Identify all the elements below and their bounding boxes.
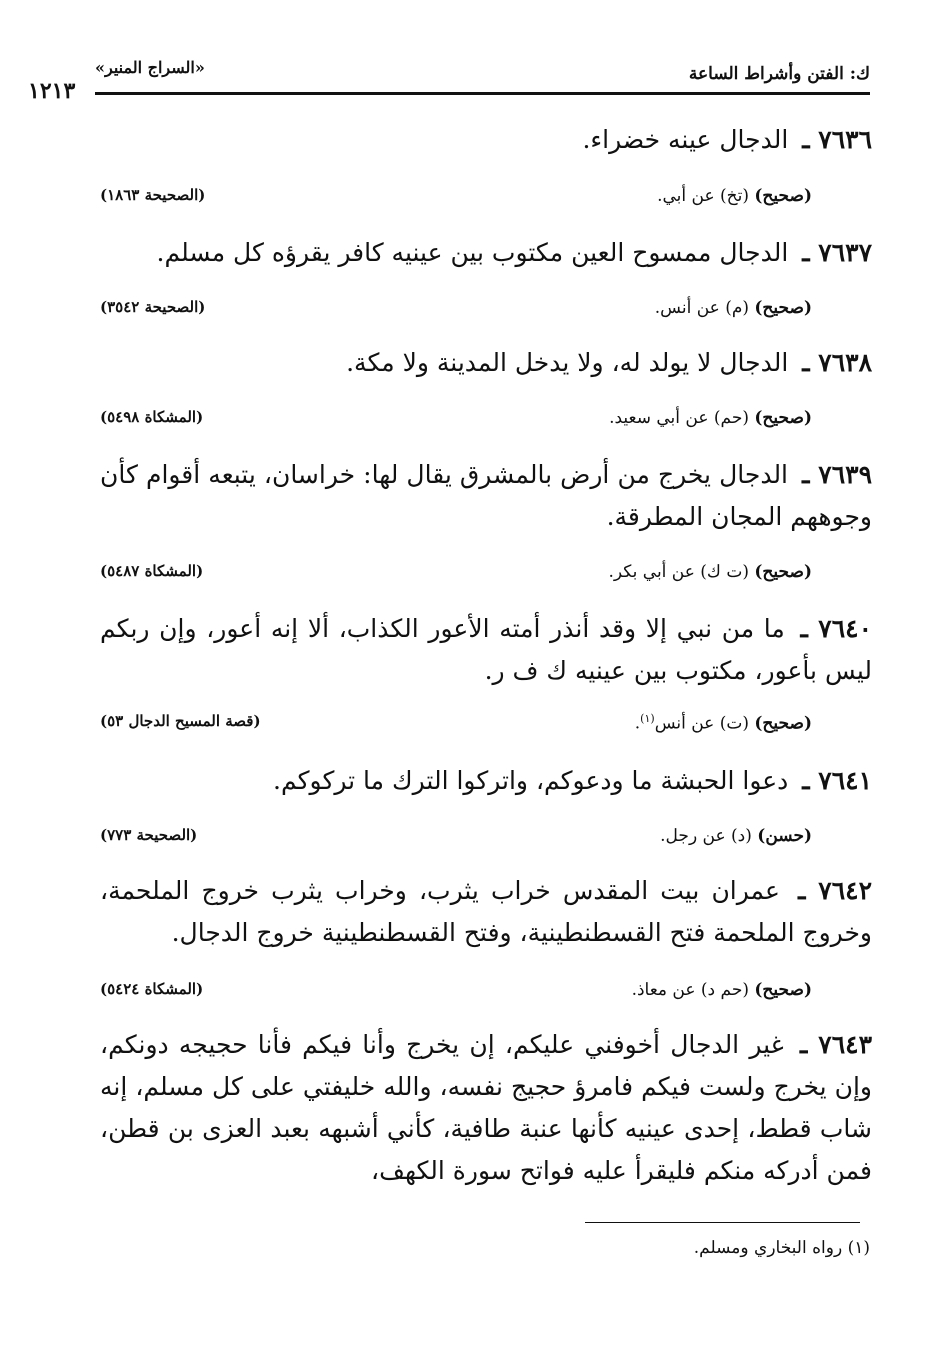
hadith-text: الدجال لا يولد له، ولا يدخل المدينة ولا مكة. [346, 348, 789, 377]
hadith-number: ٧٦٣٨ ـ [802, 348, 872, 377]
header-rule [95, 92, 870, 95]
hadith-number: ٧٦٣٦ ـ [802, 125, 872, 154]
hadith-7642 [100, 870, 872, 954]
grade-line [609, 408, 812, 428]
page-header [95, 52, 870, 100]
hadith-reference [100, 408, 872, 436]
grade-line [660, 826, 812, 846]
grade: (صحيح) [754, 298, 812, 318]
book-title: «السراج المنير» [95, 58, 205, 77]
source: (الصحيحة ٧٧٣) [100, 826, 198, 844]
grade: (صحيح) [754, 713, 812, 734]
hadith-reference [100, 826, 872, 854]
narrator: (حم د) عن معاذ. [631, 980, 749, 1000]
hadith-number: ٧٦٣٩ ـ [802, 460, 872, 489]
hadith-text: عمران بيت المقدس خراب يثرب، وخراب يثرب خروج الملحمة، وخروج الملحمة فتح القسطنطينية، وفتح القسطنطينية خروج الدجال. [100, 876, 872, 947]
grade-line [655, 298, 812, 318]
grade: (حسن) [757, 826, 812, 846]
narrator: (د) عن رجل. [660, 826, 752, 846]
source: (الصحيحة ٣٥٤٢) [100, 298, 206, 316]
hadith-text: الدجال عينه خضراء. [582, 125, 789, 154]
footnote-text: رواه البخاري ومسلم. [693, 1238, 843, 1258]
footnote-marker: (١) [640, 712, 655, 725]
footnote-rule [585, 1222, 860, 1223]
footnote-number: (١) [847, 1238, 870, 1258]
grade-line [632, 980, 812, 1000]
grade: (صحيح) [754, 562, 812, 582]
narrator: (م) عن أنس. [654, 298, 749, 318]
narrator: (حم) عن أبي سعيد. [609, 408, 749, 428]
grade: (صحيح) [754, 980, 812, 1000]
narrator: (ت) عن أنس [654, 713, 749, 734]
hadith-7640 [100, 608, 872, 692]
source: (المشكاة ٥٤٢٤) [100, 980, 204, 998]
source: (قصة المسيح الدجال ٥٣) [100, 712, 261, 730]
hadith-text: غير الدجال أخوفني عليكم، إن يخرج وأنا فيكم فأنا حجيجه دونكم، وإن يخرج ولست فيكم فامرؤ حجيج نفسه، والله خليفتي على كل مسلم، إنه شاب قطط، إحدى عينيه كأنها عنبة طافية، كأني أشبهه بعبد العزى بن قطن، فمن أدركه منكم فليقرأ عليه فواتح سورة الكهف، [100, 1030, 872, 1185]
hadith-7638 [100, 342, 872, 384]
hadith-7641 [100, 760, 872, 802]
hadith-7637 [100, 232, 872, 274]
source: (الصحيحة ١٨٦٣) [100, 186, 206, 204]
hadith-reference [100, 186, 872, 214]
grade-line [657, 186, 812, 206]
narrator: (ت ك) عن أبي بكر. [608, 562, 749, 582]
hadith-7636 [100, 119, 872, 161]
page-number: ١٢١٣ [28, 78, 76, 104]
hadith-reference [100, 298, 872, 326]
hadith-number: ٧٦٣٧ ـ [802, 238, 872, 267]
hadith-number: ٧٦٤٣ ـ [799, 1030, 873, 1059]
narrator-end: . [634, 713, 641, 734]
hadith-reference [100, 712, 872, 740]
footnote [694, 1238, 870, 1258]
source: (المشكاة ٥٤٩٨) [100, 408, 204, 426]
grade-line [635, 712, 812, 734]
hadith-number: ٧٦٤٠ ـ [800, 614, 872, 643]
hadith-reference [100, 980, 872, 1008]
hadith-7639 [100, 454, 872, 538]
hadith-number: ٧٦٤٢ ـ [798, 876, 873, 905]
hadith-text: دعوا الحبشة ما ودعوكم، واتركوا الترك ما تركوكم. [273, 766, 789, 795]
chapter-title: ك: الفتن وأشراط الساعة [688, 64, 870, 84]
hadith-reference [100, 562, 872, 590]
hadith-text: الدجال ممسوح العين مكتوب بين عينيه كافر يقرؤه كل مسلم. [156, 238, 789, 267]
grade-line [608, 562, 812, 582]
grade: (صحيح) [754, 186, 812, 206]
grade: (صحيح) [754, 408, 812, 428]
hadith-7643 [100, 1024, 872, 1192]
hadith-number: ٧٦٤١ ـ [802, 766, 872, 795]
source: (المشكاة ٥٤٨٧) [100, 562, 204, 580]
hadith-text: ما من نبي إلا وقد أنذر أمته الأعور الكذاب، ألا إنه أعور، وإن ربكم ليس بأعور، مكتوب بين عينيه ك ف ر. [100, 614, 872, 685]
hadith-text: الدجال يخرج من أرض بالمشرق يقال لها: خراسان، يتبعه أقوام كأن وجوههم المجان المطرقة. [100, 460, 872, 531]
narrator: (تخ) عن أبي. [657, 186, 749, 206]
